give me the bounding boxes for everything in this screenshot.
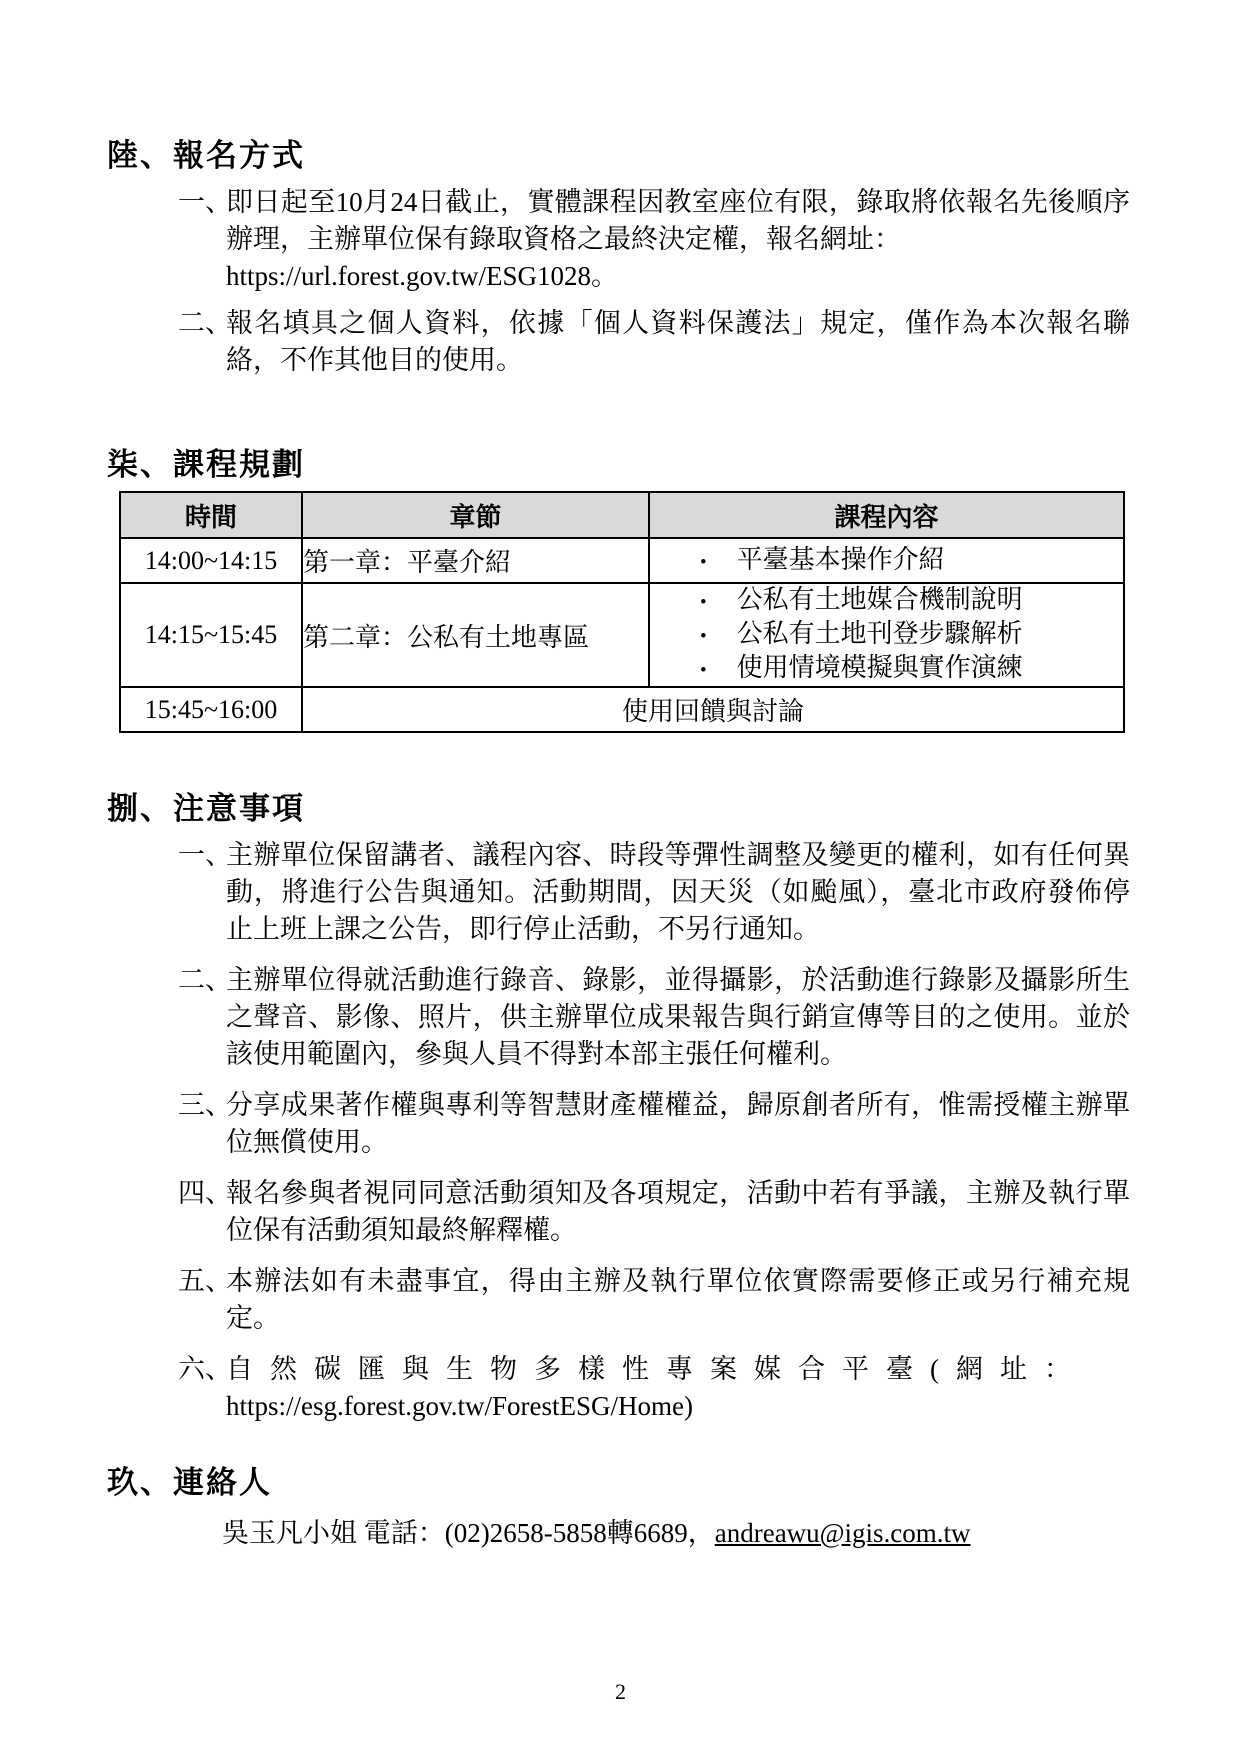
col-header-content: 課程內容 bbox=[649, 492, 1124, 538]
bullet-item bbox=[650, 618, 1123, 652]
table-row-3 bbox=[120, 687, 1124, 732]
page-number: 2 bbox=[615, 1679, 626, 1704]
bullet-icon: • bbox=[700, 660, 707, 681]
list-item-8-5 bbox=[178, 1263, 1130, 1337]
contact-line bbox=[222, 1515, 1130, 1552]
item-text: 主辦單位得就活動進行錄音、錄影，並得攝影，於活動進行錄影及攝影所生之聲音、影像、照片，供主辦單位成果報告與行銷宣傳等目的之使用。並於該使用範圍內，參與人員不得對本部主張任何權利。 bbox=[226, 965, 1130, 1069]
item-marker: 二、 bbox=[178, 308, 232, 338]
cell-time-2: 14:15~15:45 bbox=[120, 583, 302, 687]
bullet-item bbox=[650, 652, 1123, 686]
table-row-1 bbox=[120, 538, 1124, 583]
list-item-6-2 bbox=[178, 305, 1130, 379]
section9-heading: 玖、連絡人 bbox=[107, 1465, 272, 1500]
col-header-chapter: 章節 bbox=[302, 492, 649, 538]
table-header-row bbox=[120, 492, 1124, 538]
list-item-8-6 bbox=[178, 1351, 1130, 1425]
list-item-6-1 bbox=[178, 184, 1130, 295]
item-marker: 二、 bbox=[178, 965, 232, 995]
cell-chapter-2: 第二章：公私有土地專區 bbox=[302, 583, 649, 687]
item-text: 報名參與者視同同意活動須知及各項規定，活動中若有爭議，主辦及執行單位保有活動須知最終解釋權。 bbox=[226, 1178, 1130, 1245]
cell-content-1 bbox=[649, 538, 1124, 583]
platform-url: https://esg.forest.gov.tw/ForestESG/Home) bbox=[226, 1391, 693, 1421]
item-text: 自然碳匯與生物多樣性專案媒合平臺(網址： bbox=[226, 1354, 1088, 1384]
bullet-text: 平臺基本操作介紹 bbox=[736, 544, 945, 574]
bullet-item bbox=[650, 584, 1123, 618]
item-text: 本辦法如有未盡事宜，得由主辦及執行單位依實際需要修正或另行補充規定。 bbox=[226, 1266, 1130, 1333]
item-body bbox=[226, 1351, 1130, 1425]
bullet-text: 使用情境模擬與實作演練 bbox=[736, 653, 1023, 682]
list-item-8-2 bbox=[178, 962, 1130, 1073]
cell-time-1: 14:00~14:15 bbox=[120, 538, 302, 583]
table-row-2 bbox=[120, 583, 1124, 687]
bullet-icon: • bbox=[700, 592, 707, 613]
list-item-8-4 bbox=[178, 1175, 1130, 1249]
contact-info: 吳玉凡小姐 電話：(02)2658-5858轉6689， bbox=[222, 1518, 715, 1548]
item-marker: 三、 bbox=[178, 1090, 232, 1120]
course-schedule-table bbox=[119, 491, 1125, 733]
section8-heading: 捌、注意事項 bbox=[107, 791, 305, 826]
item-text: 分享成果著作權與專利等智慧財產權權益，歸原創者所有，惟需授權主辦單位無償使用。 bbox=[226, 1090, 1130, 1157]
item-marker: 五、 bbox=[178, 1266, 232, 1296]
item-marker: 四、 bbox=[178, 1178, 232, 1208]
bullet-text: 公私有土地刊登步驟解析 bbox=[736, 619, 1023, 648]
section7-heading: 柒、課程規劃 bbox=[107, 447, 305, 482]
col-header-time: 時間 bbox=[120, 492, 302, 538]
item-text: 主辦單位保留講者、議程內容、時段等彈性調整及變更的權利，如有任何異動，將進行公告與通知。活動期間，因天災（如颱風），臺北市政府發佈停止上班上課之公告，即行停止活動，不另行通知。 bbox=[226, 840, 1130, 944]
item-marker: 六、 bbox=[178, 1354, 232, 1384]
cell-time-3: 15:45~16:00 bbox=[120, 687, 302, 732]
bullet-text: 公私有土地媒合機制說明 bbox=[736, 585, 1023, 614]
cell-content-2 bbox=[649, 583, 1124, 687]
item-text: 即日起至10月24日截止，實體課程因教室座位有限，錄取將依報名先後順序辦理，主辦單位保有錄取資格之最終決定權，報名網址： bbox=[226, 187, 1130, 254]
list-item-8-3 bbox=[178, 1087, 1130, 1161]
bullet-item bbox=[650, 544, 1123, 578]
bullet-icon: • bbox=[700, 551, 707, 573]
item-text: 報名填具之個人資料，依據「個人資料保護法」規定，僅作為本次報名聯絡，不作其他目的使用。 bbox=[226, 308, 1130, 375]
list-item-8-1 bbox=[178, 837, 1130, 948]
cell-chapter-1: 第一章：平臺介紹 bbox=[302, 538, 649, 583]
cell-merged-3: 使用回饋與討論 bbox=[302, 687, 1124, 732]
item-body bbox=[226, 184, 1130, 295]
item-marker: 一、 bbox=[178, 840, 232, 870]
contact-email-link[interactable]: andreawu@igis.com.tw bbox=[714, 1518, 971, 1548]
section6-heading: 陸、報名方式 bbox=[107, 138, 305, 173]
item-marker: 一、 bbox=[178, 187, 232, 217]
registration-url: https://url.forest.gov.tw/ESG1028。 bbox=[226, 261, 618, 291]
bullet-icon: • bbox=[700, 626, 707, 647]
